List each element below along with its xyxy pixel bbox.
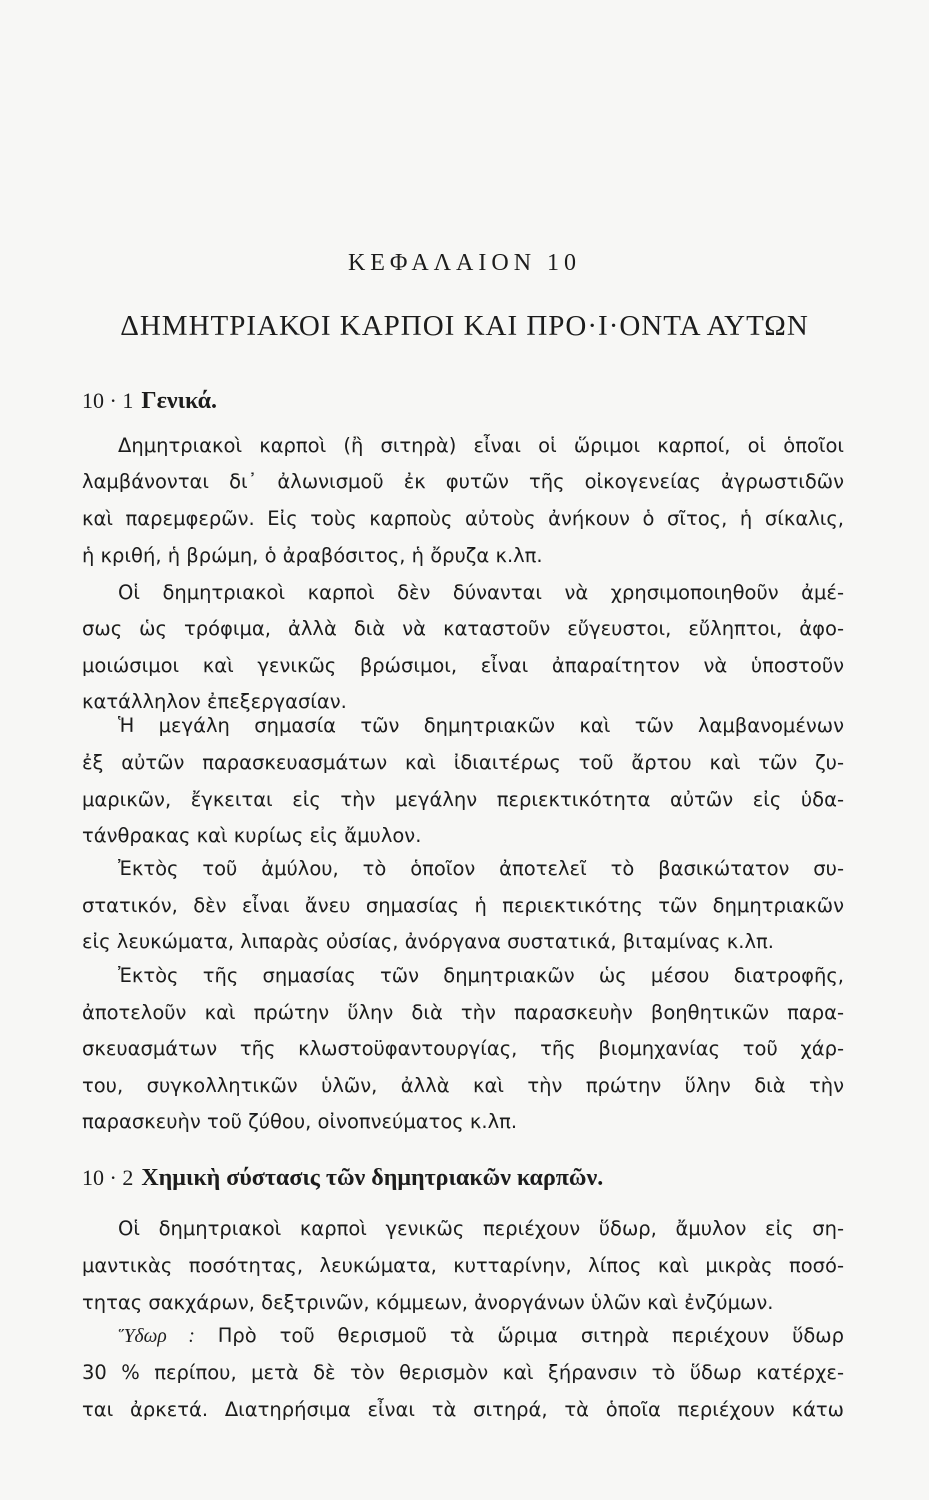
section-title: Γενικά. (141, 388, 218, 414)
chapter-title: ΔΗΜΗΤΡΙΑΚΟΙ ΚΑΡΠΟΙ ΚΑΙ ΠΡΟ·Ι·ΟΝΤΑ ΑΥΤΩΝ (120, 310, 809, 342)
text-segment: Πρὸ τοῦ θερισμοῦ τὰ ὥριμα σιτηρὰ περιέχουν ὕδωρ (217, 1324, 845, 1347)
text-line: ἀποτελοῦν καὶ πρώτην ὕλην διὰ τὴν παρασκευὴν βοηθητικῶν παρα- (82, 1001, 844, 1024)
text-line: σως ὡς τρόφιμα, ἀλλὰ διὰ νὰ καταστοῦν εὔγευστοι, εὔληπτοι, ἀφο- (82, 617, 844, 640)
text-line: Οἱ δημητριακοὶ καρποὶ γενικῶς περιέχουν ὕδωρ, ἄμυλον εἰς ση- (118, 1217, 844, 1240)
text-line: ἡ κριθή, ἡ βρώμη, ὁ ἀραβόσιτος, ἡ ὄρυζα κ.λπ. (82, 544, 543, 567)
text-line: 30 % περίπου, μετὰ δὲ τὸν θερισμὸν καὶ ξήρανσιν τὸ ὕδωρ κατέρχε- (82, 1361, 844, 1384)
text-line: Δημητριακοὶ καρποὶ (ἢ σιτηρὰ) εἶναι οἱ ὥριμοι καρποί, οἱ ὁποῖοι (118, 434, 844, 457)
section-heading-general (82, 388, 217, 415)
text-line: εἰς λευκώματα, λιπαρὰς οὐσίας, ἀνόργανα συστατικά, βιταμίνας κ.λπ. (82, 930, 774, 953)
section-heading-chemical-composition (82, 1165, 603, 1192)
text-line: μοιώσιμοι καὶ γενικῶς βρώσιμοι, εἶναι ἀπαραίτητον νὰ ὑποστοῦν (82, 654, 844, 677)
text-line: μαντικὰς ποσότητας, λευκώματα, κυτταρίνην, λίπος καὶ μικρὰς ποσό- (82, 1254, 844, 1277)
text-line: καὶ παρεμφερῶν. Εἰς τοὺς καρποὺς αὐτοὺς ἀνήκουν ὁ σῖτος, ἡ σίκαλις, (82, 507, 844, 530)
text-line: παρασκευὴν τοῦ ζύθου, οἰνοπνεύματος κ.λπ. (82, 1110, 518, 1133)
section-number: 10 · 2 (82, 1165, 134, 1190)
text-line: κατάλληλον ἐπεξεργασίαν. (82, 690, 347, 713)
chapter-label: ΚΕΦΑΛΑΙΟΝ 10 (347, 250, 582, 276)
text-line: μαρικῶν, ἔγκειται εἰς τὴν μεγάλην περιεκτικότητα αὐτῶν εἰς ὑδα- (82, 788, 844, 811)
text-line: λαμβάνονται δι᾽ ἀλωνισμοῦ ἐκ φυτῶν τῆς οἰκογενείας ἀγρωστιδῶν (82, 470, 844, 493)
text-line: Ἡ μεγάλη σημασία τῶν δημητριακῶν καὶ τῶν λαμβανομένων (118, 714, 844, 737)
text-line: ἐξ αὐτῶν παρασκευασμάτων καὶ ἰδιαιτέρως τοῦ ἄρτου καὶ τῶν ζυ- (82, 751, 844, 774)
text-line: Ἐκτὸς τοῦ ἀμύλου, τὸ ὁποῖον ἀποτελεῖ τὸ βασικώτατον συ- (118, 857, 844, 880)
text-line: ται ἀρκετά. Διατηρήσιμα εἶναι τὰ σιτηρά, τὰ ὁποῖα περιέχουν κάτω (82, 1398, 844, 1421)
section-number: 10 · 1 (82, 388, 134, 413)
text-line: του, συγκολλητικῶν ὑλῶν, ἀλλὰ καὶ τὴν πρώτην ὕλην διὰ τὴν (82, 1074, 844, 1097)
text-line: τητας σακχάρων, δεξτρινῶν, κόμμεων, ἀνοργάνων ὑλῶν καὶ ἐνζύμων. (82, 1291, 774, 1314)
text-line: στατικόν, δὲν εἶναι ἄνευ σημασίας ἡ περιεκτικότης τῶν δημητριακῶν (82, 894, 844, 917)
water-paragraph-line (118, 1320, 844, 1353)
section-title: Χημικὴ σύστασις τῶν δημητριακῶν καρπῶν. (141, 1165, 604, 1191)
text-line: Οἱ δημητριακοὶ καρποὶ δὲν δύνανται νὰ χρησιμοποιηθοῦν ἀμέ- (118, 581, 844, 604)
water-term: Ὕδωρ : (118, 1326, 195, 1347)
text-line: Ἐκτὸς τῆς σημασίας τῶν δημητριακῶν ὡς μέσου διατροφῆς, (118, 964, 844, 987)
text-line: σκευασμάτων τῆς κλωστοϋφαντουργίας, τῆς βιομηχανίας τοῦ χάρ- (82, 1037, 844, 1060)
text-line: τάνθρακας καὶ κυρίως εἰς ἄμυλον. (82, 824, 422, 847)
